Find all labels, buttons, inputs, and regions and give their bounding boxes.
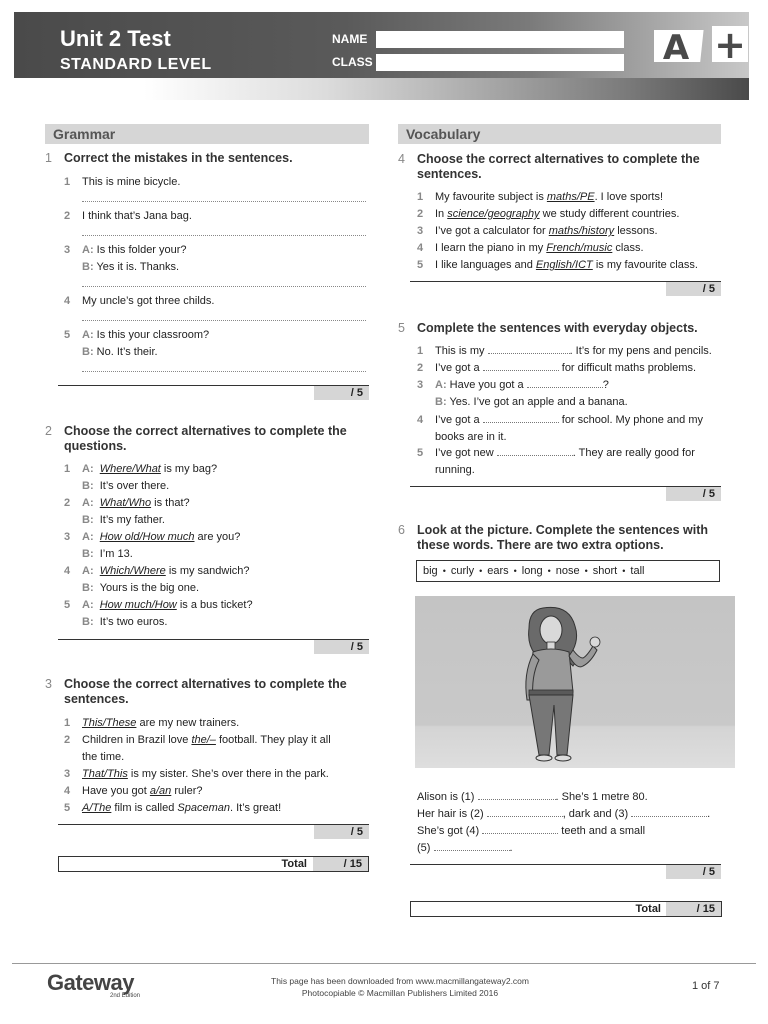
- grammar-total-score: / 15: [313, 857, 368, 871]
- q5-blank-4[interactable]: [483, 413, 559, 423]
- q3-item-3: That/This is my sister. She’s over there in the park.: [82, 768, 329, 780]
- q1-item-number: 2: [64, 210, 71, 222]
- q5-item-number: 4: [417, 414, 424, 426]
- q3-item-number: 3: [64, 768, 71, 780]
- q2-item-number: 1: [64, 463, 71, 475]
- q2-item-5-a: A: How much/How is a bus ticket?: [82, 599, 253, 611]
- vocabulary-total-label: Total: [635, 903, 661, 915]
- q2-item-4-a: A: Which/Where is my sandwich?: [82, 565, 250, 577]
- logo-letter: A: [662, 28, 690, 64]
- q1-item-2-text: I think that’s Jana bag.: [82, 210, 192, 222]
- q1-item-4-text: My uncle’s got three childs.: [82, 295, 215, 307]
- q2-item-number: 5: [64, 599, 71, 611]
- q2-item-number: 2: [64, 497, 71, 509]
- word-option: nose: [555, 565, 580, 577]
- q6-blank-1[interactable]: [478, 790, 556, 800]
- q3-title-2: sentences.: [64, 692, 129, 706]
- q5-item-number: 3: [417, 379, 424, 391]
- q2-item-3-b: B: I’m 13.: [82, 548, 133, 560]
- q4-number: 4: [398, 152, 405, 166]
- footer-copyright: Photocopiable © Macmillan Publishers Limited 2016: [301, 988, 499, 998]
- q4-item-number: 2: [417, 208, 424, 220]
- q1-answer-line-3[interactable]: [82, 286, 366, 287]
- q2-item-number: 3: [64, 531, 71, 543]
- q2-title-1: Choose the correct alternatives to complete the: [64, 424, 347, 438]
- q1-answer-line-5[interactable]: [82, 371, 366, 372]
- q3-item-2: Children in Brazil love the/– football. They play it all: [82, 734, 331, 746]
- q3-item-number: 1: [64, 717, 71, 729]
- q2-item-3-a: A: How old/How much are you?: [82, 531, 241, 543]
- q3-number: 3: [45, 677, 52, 691]
- q6-blank-4[interactable]: [482, 824, 558, 834]
- q4-item-number: 3: [417, 225, 424, 237]
- page-header: [14, 12, 749, 100]
- q6-blank-5[interactable]: [434, 841, 510, 851]
- q6-title-1: Look at the picture. Complete the sentences with: [417, 523, 709, 537]
- word-option: tall: [630, 565, 645, 577]
- q3-item-2-cont: the time.: [82, 751, 125, 763]
- q5-item-3-b: B: Yes. I’ve got an apple and a banana.: [435, 396, 628, 408]
- q5-blank-1[interactable]: [488, 344, 570, 354]
- q5-blank-5[interactable]: [497, 446, 573, 456]
- grammar-heading: Grammar: [45, 124, 369, 144]
- q1-answer-line-1[interactable]: [82, 201, 366, 202]
- q3-item-number: 2: [64, 734, 71, 746]
- q5-item-3-a: A: Have you got a ?: [435, 379, 609, 391]
- q2-item-1-a: A: Where/What is my bag?: [82, 463, 218, 475]
- q6-line-2: Her hair is (2) , dark and (3) .: [417, 808, 711, 820]
- q6-word-box: big • curly • ears • long • nose • short • tall: [416, 560, 720, 582]
- q5-item-4: I’ve got a for school. My phone and my: [435, 414, 703, 426]
- word-option: long: [521, 565, 543, 577]
- q1-item-number: 1: [64, 176, 71, 188]
- q1-item-3-b: B: Yes it is. Thanks.: [82, 261, 180, 273]
- logo-plus: +: [714, 26, 746, 64]
- q5-item-2: I’ve got a for difficult maths problems.: [435, 362, 697, 374]
- word-option: short: [592, 565, 618, 577]
- footer-download-note: This page has been downloaded from www.macmillangateway2.com: [271, 976, 529, 986]
- q1-score: / 5: [314, 386, 369, 400]
- q3-item-4: Have you got a/an ruler?: [82, 785, 203, 797]
- q4-title-1: Choose the correct alternatives to complete the: [417, 152, 700, 166]
- q4-item-number: 5: [417, 259, 424, 271]
- q1-item-3-a: A: Is this folder your?: [82, 244, 187, 256]
- q3-item-1: This/These are my new trainers.: [82, 717, 240, 729]
- q3-title-1: Choose the correct alternatives to complete the: [64, 677, 347, 691]
- q5-blank-3[interactable]: [527, 378, 603, 388]
- q1-item-number: 3: [64, 244, 71, 256]
- q5-score: / 5: [666, 487, 721, 501]
- q3-score: / 5: [314, 825, 369, 839]
- q1-number: 1: [45, 151, 52, 165]
- q3-item-5: A/The film is called Spaceman. It’s great!: [82, 802, 282, 814]
- q2-item-4-b: B: Yours is the big one.: [82, 582, 200, 594]
- a-plus-logo-icon: [654, 26, 749, 64]
- q1-item-1-text: This is mine bicycle.: [82, 176, 181, 188]
- q4-title-2: sentences.: [417, 167, 482, 181]
- footer-rule: [12, 963, 756, 964]
- q5-title: Complete the sentences with everyday objects.: [417, 321, 698, 335]
- word-option: curly: [450, 565, 475, 577]
- q2-number: 2: [45, 424, 52, 438]
- q4-item-number: 4: [417, 242, 424, 254]
- page-number: 1 of 7: [692, 980, 720, 992]
- grammar-total-box: [58, 856, 369, 872]
- q5-item-5: I’ve got new . They are really good for: [435, 447, 695, 459]
- q6-score: / 5: [666, 865, 721, 879]
- word-option: ears: [487, 565, 509, 577]
- class-label: CLASS: [332, 55, 373, 69]
- q2-item-number: 4: [64, 565, 71, 577]
- q1-item-5-b: B: No. It’s their.: [82, 346, 158, 358]
- q2-score: / 5: [314, 640, 369, 654]
- name-field[interactable]: [376, 31, 624, 48]
- vocabulary-total-box: [410, 901, 722, 917]
- alison-illustration: [415, 596, 735, 768]
- q4-item-5: I like languages and English/ICT is my favourite class.: [435, 259, 698, 271]
- q5-item-number: 1: [417, 345, 424, 357]
- q4-item-number: 1: [417, 191, 424, 203]
- q6-title-2: these words. There are two extra options.: [417, 538, 664, 552]
- q1-answer-line-4[interactable]: [82, 320, 366, 321]
- q6-blank-3[interactable]: [631, 807, 707, 817]
- q4-item-3: I’ve got a calculator for maths/history lessons.: [435, 225, 658, 237]
- word-option: big: [423, 565, 438, 577]
- q4-score: / 5: [666, 282, 721, 296]
- grammar-total-label: Total: [281, 858, 307, 870]
- q4-item-4: I learn the piano in my French/music class.: [435, 242, 644, 254]
- gateway-edition: 2nd Edition: [110, 993, 141, 999]
- q2-item-1-b: B: It’s over there.: [82, 480, 170, 492]
- q5-item-5-cont: running.: [435, 464, 475, 476]
- q2-item-2-a: A: What/Who is that?: [82, 497, 190, 509]
- q1-answer-line-2[interactable]: [82, 235, 366, 236]
- q1-item-number: 4: [64, 295, 71, 307]
- q6-line-3: She’s got (4) teeth and a small: [417, 825, 646, 837]
- q1-item-number: 5: [64, 329, 71, 341]
- q2-item-5-b: B: It’s two euros.: [82, 616, 168, 628]
- q5-item-4-cont: books are in it.: [435, 431, 507, 443]
- q5-blank-2[interactable]: [483, 361, 559, 371]
- q4-item-1: My favourite subject is maths/PE. I love sports!: [435, 191, 664, 203]
- q1-title: Correct the mistakes in the sentences.: [64, 151, 293, 165]
- woman-figure-icon: [415, 596, 735, 768]
- gateway-logo: Gateway: [47, 970, 134, 995]
- q5-item-number: 2: [417, 362, 424, 374]
- q2-item-2-b: B: It’s my father.: [82, 514, 165, 526]
- class-field[interactable]: [376, 54, 624, 71]
- q2-title-2: questions.: [64, 439, 127, 453]
- q5-item-number: 5: [417, 447, 424, 459]
- q3-item-number: 5: [64, 802, 71, 814]
- test-level: STANDARD LEVEL: [60, 56, 212, 73]
- q6-line-4: (5) .: [417, 842, 513, 854]
- q5-item-1: This is my . It’s for my pens and pencils.: [435, 345, 712, 357]
- header-strip: [144, 78, 749, 100]
- name-label: NAME: [332, 32, 368, 46]
- q5-number: 5: [398, 321, 405, 335]
- q6-number: 6: [398, 523, 405, 537]
- q1-item-5-a: A: Is this your classroom?: [82, 329, 210, 341]
- q6-blank-2[interactable]: [487, 807, 563, 817]
- vocabulary-heading: Vocabulary: [398, 124, 721, 144]
- q4-item-2: In science/geography we study different countries.: [435, 208, 680, 220]
- test-title: Unit 2 Test: [60, 26, 171, 51]
- q6-line-1: Alison is (1) . She’s 1 metre 80.: [417, 791, 648, 803]
- vocabulary-total-score: / 15: [666, 902, 721, 916]
- q3-item-number: 4: [64, 785, 71, 797]
